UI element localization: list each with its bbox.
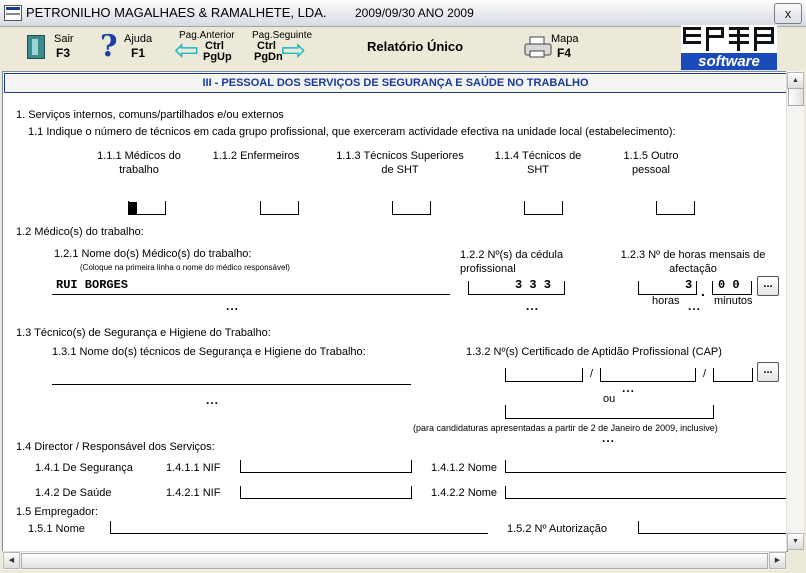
close-window-button[interactable]: x [774,3,802,24]
cap-part3-input[interactable] [713,368,753,382]
more-cap-button[interactable]: ... [757,362,779,382]
s15-heading: 1.5 Empregador: [16,506,98,518]
help-icon[interactable]: ? [100,29,118,64]
medicos-count-input[interactable] [128,201,166,215]
logo-software-text: software [681,53,777,70]
seguranca-nif-input[interactable] [240,460,412,473]
door-exit-icon[interactable] [27,35,45,59]
group-tec-sht-label: 1.1.4 Técnicos de SHT [494,150,582,176]
empregador-nome-label: 1.5.1 Nome [28,523,85,535]
seguranca-nome-input[interactable] [505,460,787,473]
window-date-info: 2009/09/30 ANO 2009 [355,6,474,20]
sair-label[interactable]: Sair [54,33,74,45]
relatorio-unico-title: Relatório Único [367,39,464,54]
cap-part2-input[interactable] [600,368,696,382]
scroll-left-icon[interactable]: ◀ [3,552,20,569]
ou-label: ou [603,393,616,405]
cedula-value[interactable]: 3 3 3 [515,278,552,292]
medicos-names-label: 1.2.1 Nome do(s) Médico(s) do trabalho: [54,248,252,260]
scroll-right-icon[interactable]: ▶ [769,552,786,569]
pag-anterior-key2[interactable]: PgUp [203,51,232,63]
cap-slash-2: / [703,368,707,380]
horas-unit: horas [652,295,680,307]
cap-alt-more-ellipsis[interactable]: ... [602,431,616,445]
medicos-more-ellipsis[interactable]: ... [226,299,240,313]
mapa-key[interactable]: F4 [557,46,572,60]
tecnicos-names-label: 1.3.1 Nome do(s) técnicos de Segurança e Higiene do Trabalho: [52,346,366,358]
seguranca-nome-label: 1.4.1.2 Nome [431,462,498,474]
cedula-more-ellipsis[interactable]: ... [526,299,540,313]
company-logo [681,25,777,71]
outro-count-input[interactable] [656,201,695,215]
arrow-right-icon[interactable]: ⇨ [281,34,307,67]
horizontal-scroll-thumb[interactable] [21,553,768,569]
sair-key[interactable]: F3 [56,46,71,60]
saude-nif-label: 1.4.2.1 NIF [166,487,221,499]
medico-name-value[interactable]: RUI BORGES [56,278,129,292]
s13-heading: 1.3 Técnico(s) de Segurança e Higiene do Trabalho: [16,327,271,339]
medico-name-line[interactable] [52,294,450,295]
empregador-nome-input[interactable] [110,521,488,534]
tec-sht-count-input[interactable] [524,201,563,215]
saude-nif-input[interactable] [240,486,412,499]
pag-seguinte-key2[interactable]: PgDn [254,51,283,63]
cap-more-ellipsis[interactable]: ... [622,381,636,395]
cap-label: 1.3.2 Nº(s) Certificado de Aptidão Profissional (CAP) [466,346,722,358]
cap-part1-input[interactable] [505,368,583,382]
pag-anterior-label[interactable]: Pag.Anterior [179,30,235,41]
seguranca-nif-label: 1.4.1.1 NIF [166,462,221,474]
cap-alt-input[interactable] [505,405,714,419]
ajuda-key[interactable]: F1 [131,46,146,60]
pag-seguinte-key1[interactable]: Ctrl [257,40,276,52]
enfermeiros-count-input[interactable] [260,201,299,215]
window-title: PETRONILHO MAGALHAES & RAMALHETE, LDA. [26,5,327,20]
s12-heading: 1.2 Médico(s) do trabalho: [16,226,144,238]
tecnicos-more-ellipsis[interactable]: ... [206,393,220,407]
more-horas-button[interactable]: ... [757,276,779,296]
mapa-label[interactable]: Mapa [551,33,579,45]
medicos-names-note: (Coloque na primeira linha o nome do médico responsável) [80,263,290,272]
form-content [2,71,788,552]
group-outro-label: 1.1.5 Outro pessoal [623,150,679,176]
vertical-scrollbar[interactable] [786,71,804,550]
minutos-unit: minutos [714,295,753,307]
q11-label: 1.1 Indique o número de técnicos em cada grupo profissional, que exerceram actividade efectiva na unidade local (estabelecimento): [28,126,676,138]
seguranca-label: 1.4.1 De Segurança [35,462,133,474]
saude-nome-label: 1.4.2.2 Nome [431,487,498,499]
ajuda-label[interactable]: Ajuda [124,33,153,45]
autorizacao-input[interactable] [638,521,787,534]
pag-seguinte-label[interactable]: Pag.Seguinte [252,30,313,41]
tecnico-name-line[interactable] [52,384,411,385]
group-tec-superiores-label: 1.1.3 Técnicos Superiores de SHT [336,150,464,176]
cap-note: (para candidaturas apresentadas a partir de 2 de Janeiro de 2009, inclusive) [413,423,718,433]
minutos-value[interactable]: 0 0 [718,278,740,292]
horas-value[interactable]: 3 [685,278,693,292]
saude-label: 1.4.2 De Saúde [35,487,112,499]
horas-label: 1.2.3 Nº de horas mensais de afectação [620,249,766,275]
app-icon[interactable] [4,5,22,21]
horas-more-ellipsis[interactable]: ... [688,299,702,313]
tec-superiores-count-input[interactable] [392,201,431,215]
printer-icon[interactable] [524,36,552,58]
s14-heading: 1.4 Director / Responsável dos Serviços: [16,441,215,453]
saude-nome-input[interactable] [505,486,787,499]
section-title: III - PESSOAL DOS SERVIÇOS DE SEGURANÇA E SAÚDE NO TRABALHO [4,73,787,93]
cap-slash-1: / [590,368,594,380]
arrow-left-icon[interactable]: ⇦ [174,34,200,67]
autorizacao-label: 1.5.2 Nº Autorização [507,523,608,535]
scroll-down-icon[interactable]: ▼ [787,533,804,550]
vertical-scroll-thumb[interactable] [788,88,804,106]
pag-anterior-key1[interactable]: Ctrl [205,40,224,52]
scroll-up-icon[interactable]: ▲ [787,72,804,89]
cedula-label: 1.2.2 Nº(s) da cédula profissional [460,249,564,275]
group-enfermeiros-label: 1.1.2 Enfermeiros [212,150,300,162]
text-cursor [129,202,137,214]
s1-heading: 1. Serviços internos, comuns/partilhados e/ou externos [16,109,284,121]
group-medicos-label: 1.1.1 Médicos do trabalho [97,150,181,176]
horas-separator: . [701,283,705,299]
